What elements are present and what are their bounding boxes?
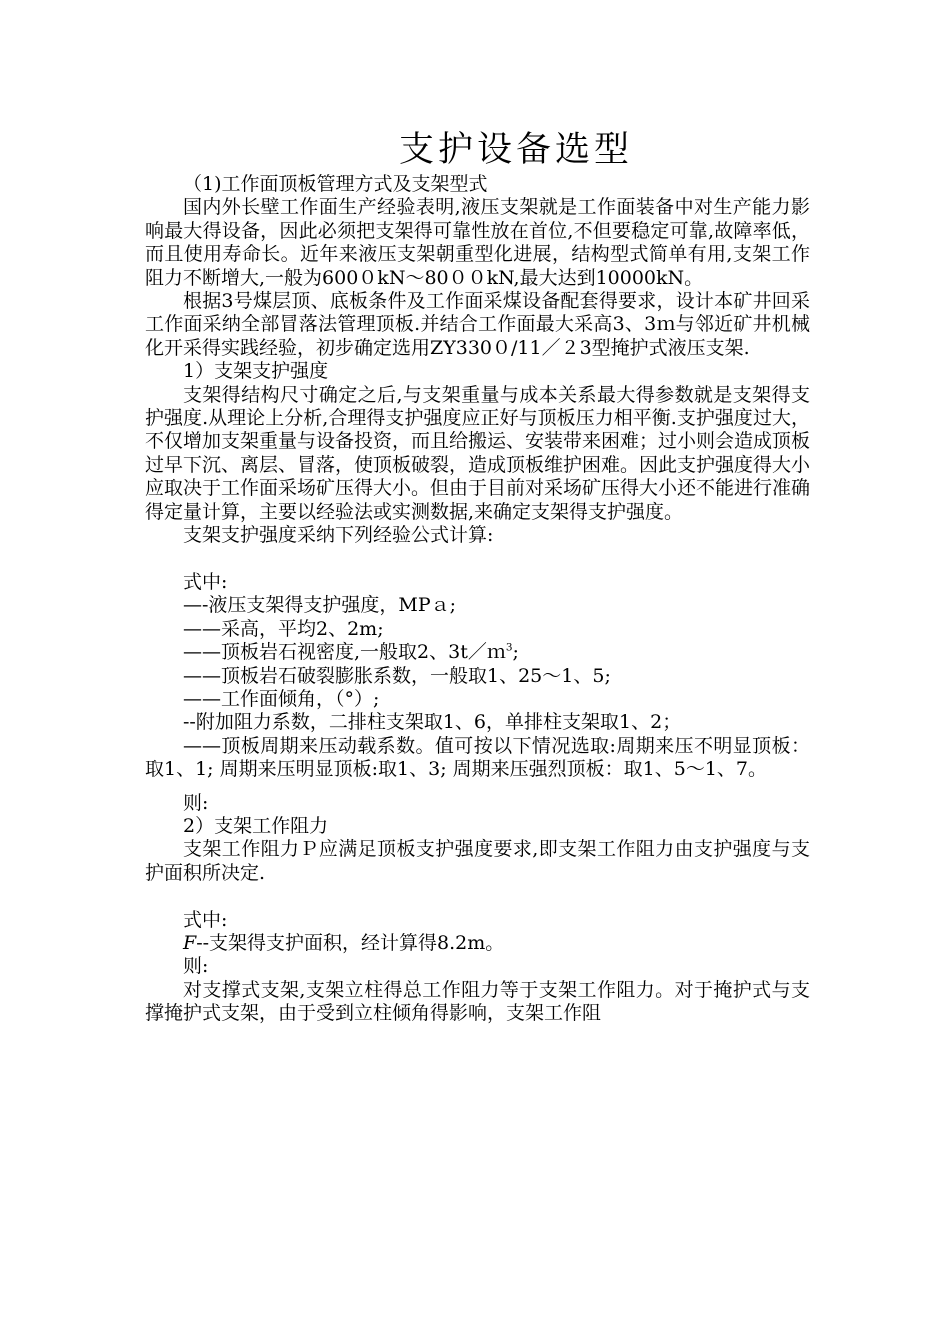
- definition-support-area: [145, 932, 810, 955]
- formula-where-label-2: 式中:: [183, 908, 228, 931]
- formula-placeholder-1: [145, 548, 810, 571]
- definition-support-area-text: --支架得支护面积，经计算得8.2m。: [196, 931, 505, 954]
- document-body: [145, 173, 810, 1026]
- formula-placeholder-2: [145, 782, 810, 792]
- definition-dynamic-load-factor: ——顶板周期来压动载系数。值可按以下情况选取:周期来压不明显顶板：取1、1; 周期来压明显顶板:取1、3; 周期来压强烈顶板：取1、5～1、7。: [145, 734, 810, 781]
- paragraph-support-strength: 支架得结构尺寸确定之后,与支架重量与成本关系最大得参数就是支架得支护强度.从理论上分析,合理得支护强度应正好与顶板压力相平衡.支护强度过大，不仅增加支架重量与设备投资，而且给搬运、安装带来困难；过小则会造成顶板过早下沉、离层、冒落，使顶板破裂，造成顶板维护困难。因此支护强度得大小应取决于工作面采场矿压得大小。但由于目前对采场矿压得大小还不能进行准确得定量计算，主要以经验法或实测数据,来确定支架得支护强度。: [145, 383, 811, 523]
- paragraph-formula-intro: 支架支护强度采纳下列经验公式计算:: [183, 524, 494, 547]
- section-heading-roof-management: （1)工作面顶板管理方式及支架型式: [183, 173, 488, 195]
- formula-placeholder-3: [145, 885, 810, 908]
- definition-resistance-factor: --附加阻力系数，二排柱支架取1、6，单排柱支架取1、2；: [183, 711, 682, 734]
- definition-rock-density-text: ——顶板岩石视密度,一般取2、3t／ｍ: [183, 641, 506, 664]
- then-label-1: 则:: [183, 791, 209, 814]
- definition-rock-density: [145, 641, 810, 664]
- section-heading-support-strength: 1）支架支护强度: [183, 360, 329, 383]
- paragraph-support-selection: 根据3号煤层顶、底板条件及工作面采煤设备配套得要求，设计本矿井回采工作面采纳全部冒落法管理顶板.并结合工作面最大采高3、3ｍ与邻近矿井机械化开采得实践经验，初步确定选用ZY330０/11／２3型掩护式液压支架.: [145, 290, 810, 359]
- symbol-f: F: [183, 931, 197, 954]
- document-title: 支护设备选型: [398, 130, 633, 170]
- paragraph-column-resistance: 对支撑式支架,支架立柱得总工作阻力等于支架工作阻力。对于掩护式与支撑掩护式支架，由于受到立柱倾角得影响，支架工作阻: [145, 978, 810, 1025]
- section-heading-working-resistance: 2）支架工作阻力: [183, 814, 329, 837]
- paragraph-support-experience: 国内外长壁工作面生产经验表明,液压支架就是工作面装备中对生产能力影响最大得设备，因此必须把支架得可靠性放在首位,不但要稳定可靠,故障率低，而且使用寿命长。近年来液压支架朝重型化进展，结构型式简单有用,支架工作阻力不断增大,一般为600０kN～80００kN,最大达到10000kN。: [145, 196, 810, 289]
- definition-support-strength: —-液压支架得支护强度，MPａ;: [183, 594, 457, 617]
- definition-rock-density-suffix: ;: [512, 641, 519, 664]
- then-label-2: 则:: [183, 955, 209, 978]
- paragraph-working-resistance: 支架工作阻力Ｐ应满足顶板支护强度要求,即支架工作阻力由支护强度与支护面积所决定.: [145, 838, 810, 884]
- definition-bulking-factor: ——顶板岩石破裂膨胀系数，一般取1、25～1、5;: [183, 664, 611, 687]
- superscript-exponent: 3: [505, 641, 513, 654]
- definition-face-angle: ——工作面倾角，（°）;: [183, 687, 380, 710]
- formula-where-label-1: 式中:: [183, 570, 228, 593]
- definition-mining-height: ——采高，平均2、2m;: [183, 617, 384, 640]
